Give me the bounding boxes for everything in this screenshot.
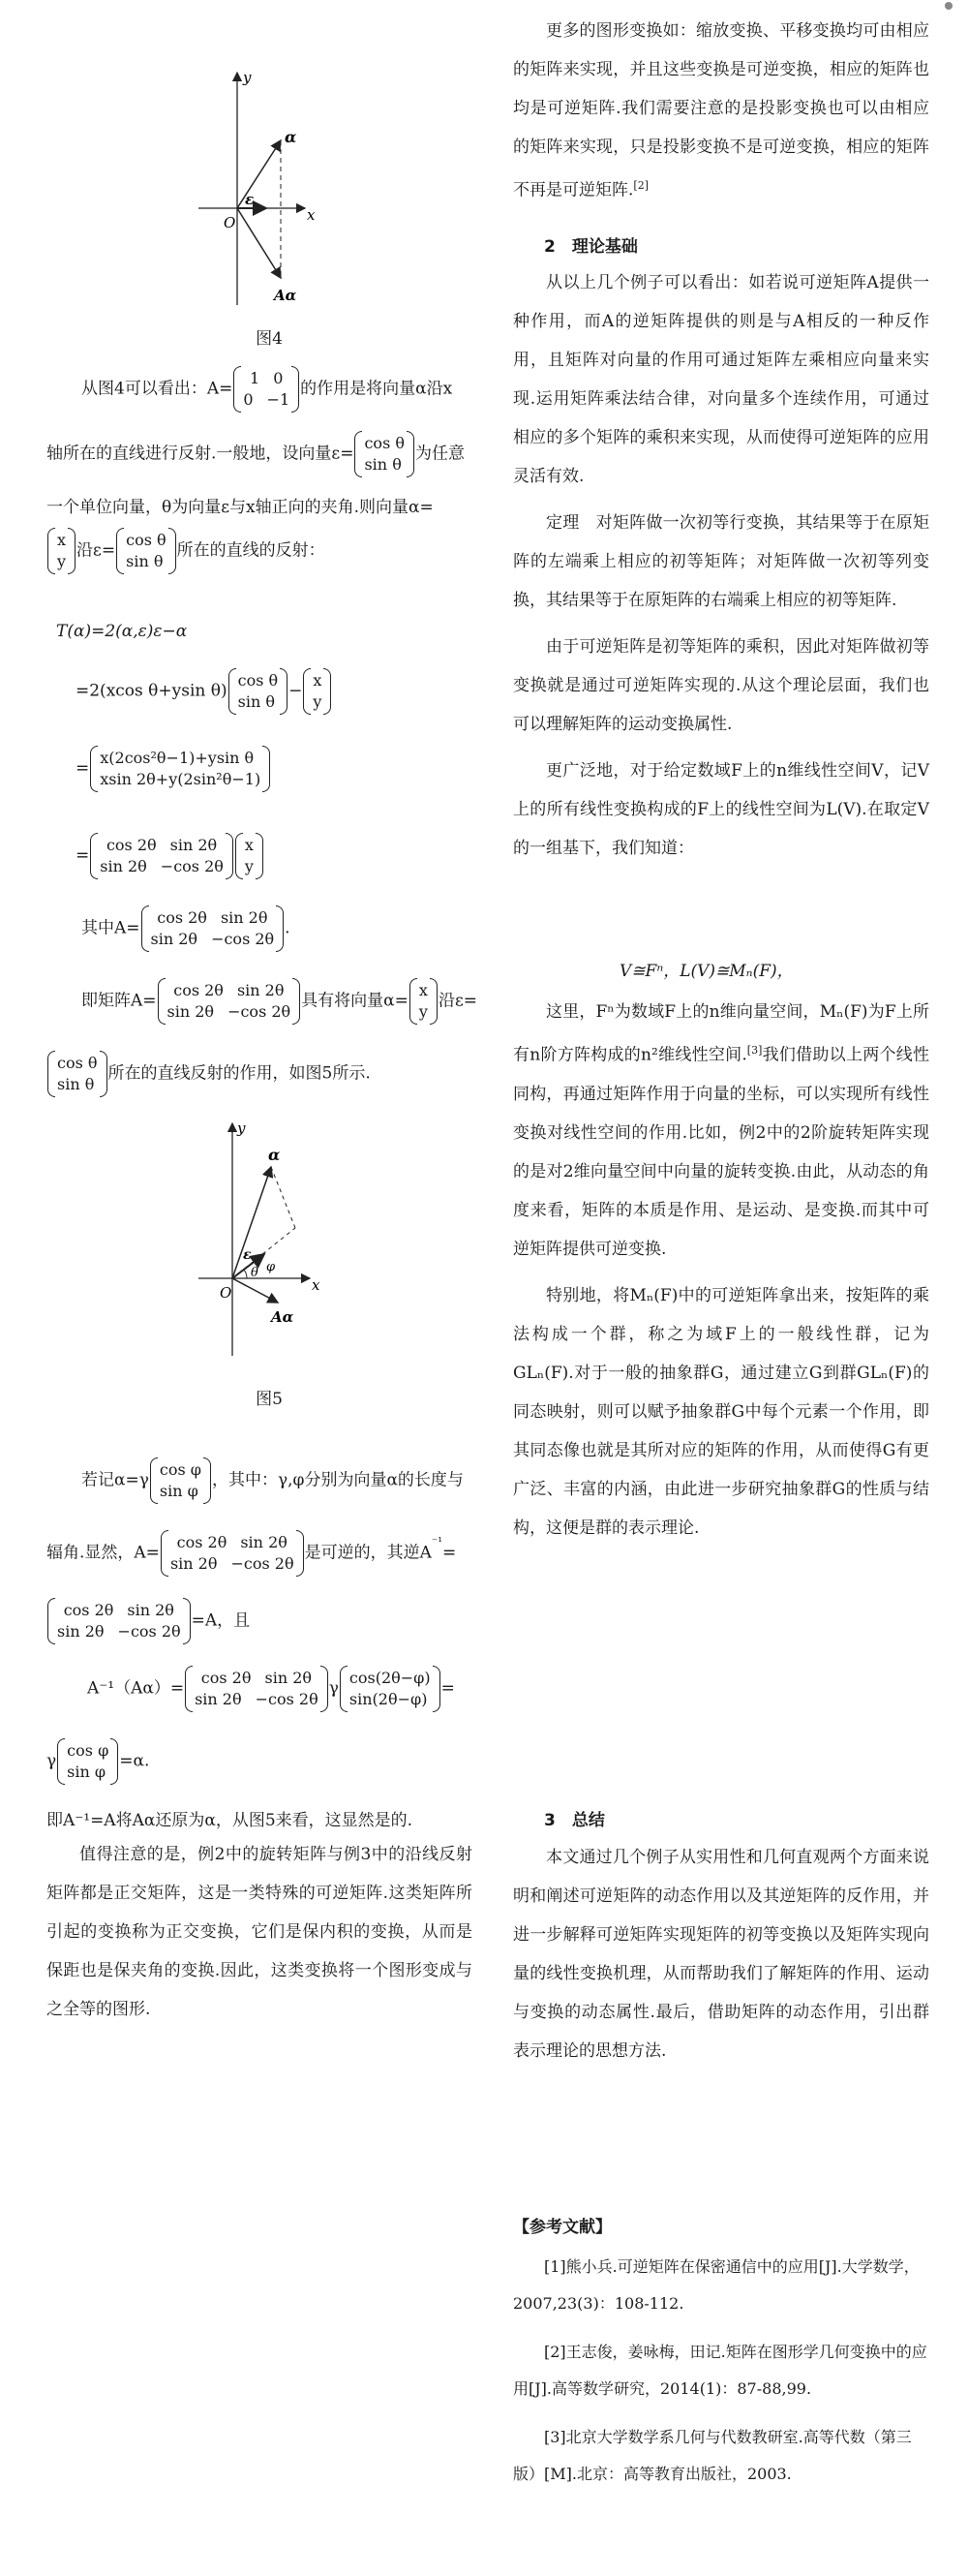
fig4-x-label: x — [307, 206, 316, 224]
formula-T: T(α)=2(α,ε)ε−α — [56, 622, 188, 641]
mat-row: sin 2θ −cos 2θ — [195, 1690, 318, 1708]
scroll-indicator — [945, 2, 953, 10]
fig4-origin-label: O — [224, 214, 236, 231]
vector-eps: cos θ sin θ — [116, 528, 176, 574]
paragraph-vector-space: 这里，Fⁿ为数域F上的n维向量空间，Mₙ(F)为F上所有n阶方阵构成的n²维线性空间.[3]我们借助以上两个线性同构，再通过矩阵作用于向量的坐标，可以实现所有线性变换对线性空间的作用.比如，例2中的2阶旋转矩阵实现的是对2维向量空间中向量的旋转变换.由此，从动态的角度来看，矩阵的本质是作用、是运动、是变换.而其中可逆矩阵提供可逆变换. — [513, 1002, 929, 1259]
formula-line-4: = cos 2θ sin 2θ sin 2θ −cos 2θ x y — [76, 833, 264, 879]
mat-row: sin 2θ −cos 2θ — [57, 1622, 181, 1641]
figure-5-caption: 图5 — [256, 1390, 283, 1409]
left-line-4: x y 沿ε= cos θ sin θ 所在的直线的反射： — [46, 528, 325, 574]
paragraph-group: 特别地，将Mₙ(F)中的可逆矩阵拿出来，按矩阵的乘法构成一个群，称之为域F上的一般线性群，记为GLₙ(F).对于一般的抽象群G，通过建立G到群GLₙ(F)的同态映射，则可以赋予抽象群G中每个元素一个作用，即其同态像也就是其所对应的矩阵的作用，从而使得G有更广泛、丰富的内涵，由此进一步研究抽象群G的性质与结构，这便是群的表示理论. — [513, 1285, 929, 1538]
fig5-origin-label: O — [220, 1284, 232, 1302]
right-sec3 — [513, 1838, 929, 2070]
fig4-y-label: y — [243, 69, 252, 86]
mat-row: cos 2θ sin 2θ — [106, 836, 218, 854]
mat-row: cos 2θ sin 2θ — [63, 1601, 174, 1619]
paragraph-theory: 从以上几个例子可以看出：如若说可逆矩阵A提供一种作用，而A的逆矩阵提供的则是与A相反的一种反作用，且矩阵对向量的作用可通过矩阵左乘相应向量来实现.运用矩阵乘法结合律，对向量多个连续作用，可通过相应的多个矩阵的乘积来实现，从而使得可逆矩阵的应用灵活有效. — [513, 273, 929, 486]
right-sec2b — [513, 993, 929, 1548]
left-last-paragraph — [46, 1835, 472, 2029]
mat-row: cos 2θ sin 2θ — [200, 1669, 313, 1687]
reference-item: [1]熊小兵.可逆矩阵在保密通信中的应用[J].大学数学，2007,23(3)：108-112. — [513, 2257, 920, 2313]
vector-xy: x y — [47, 528, 76, 574]
fig5-phi-label: φ — [266, 1260, 276, 1274]
mat-row: sin 2θ −cos 2θ — [100, 857, 224, 875]
fig5-eps-label: ε — [243, 1247, 252, 1263]
left-jijuzhen: 即矩阵A= cos 2θ sin 2θ sin 2θ −cos 2θ 具有将向量α= x y 沿ε= — [81, 978, 477, 1025]
mat-row: cos 2θ sin 2θ — [173, 981, 285, 999]
paragraph-elementary: 由于可逆矩阵是初等矩阵的乘积，因此对矩阵做初等变换就是通过可逆矩阵实现的.从这个理论层面，我们也可以理解矩阵的运动变换属性. — [513, 637, 929, 734]
mat-row: cos 2θ sin 2θ — [176, 1533, 287, 1551]
fig5-y-label: y — [237, 1119, 246, 1137]
fig4-eps-label: ε — [245, 191, 255, 208]
formula-line-3: = x(2cos²θ−1)+ysin θ xsin 2θ+y(2sin²θ−1) — [76, 746, 271, 792]
matrix-A-reflect-x — [233, 366, 299, 413]
mat-row: 0 −1 — [243, 390, 290, 409]
left-line-3: 一个单位向量，θ为向量ε与x轴正向的夹角.则向量α= — [46, 498, 434, 517]
vector-phi: cos φ sin φ — [150, 1457, 211, 1504]
left-jj-cont: cos θ sin θ 所在的直线反射的作用，如图5所示. — [46, 1051, 371, 1097]
right-sec2 — [513, 263, 929, 868]
fig5-x-label: x — [312, 1276, 320, 1294]
left-r1: 若记α=γ cos φ sin φ ，其中：γ,φ分别为向量α的长度与 — [81, 1457, 464, 1504]
vector-2theta-phi: cos(2θ−φ) sin(2θ−φ) — [340, 1666, 440, 1712]
section-3-heading: 3 总结 — [544, 1811, 605, 1830]
left-r2: 辐角.显然，A= cos 2θ sin 2θ sin 2θ −cos 2θ 是可逆的，其逆$A^{^{-1}}=$ — [46, 1530, 456, 1577]
formula-line-2: =2(xcos θ+ysin θ) cos θ sin θ − x y — [76, 668, 332, 715]
matrix-reflect — [47, 1598, 191, 1644]
vector-xy: x y — [303, 668, 331, 715]
mat-row: sin 2θ −cos 2θ — [169, 1554, 294, 1573]
fig5-alpha-label: α — [268, 1146, 281, 1164]
left-qizhong: 其中A= cos 2θ sin 2θ sin 2θ −cos 2θ . — [81, 905, 290, 952]
fig5-aalpha-label: Aα — [271, 1308, 294, 1326]
paragraph-summary: 本文通过几个例子从实用性和几何直观两个方面来说明和阐述可逆矩阵的动态作用以及其逆矩阵的反作用，并进一步解释可逆矩阵实现矩阵的初等变换以及矩阵实现向量的线性变换机理，从而帮助我们了解矩阵的作用、运动与变换的动态属性.最后，借助矩阵的动态作用，引出群表示理论的思想方法. — [513, 1848, 929, 2061]
left-r3: cos 2θ sin 2θ sin 2θ −cos 2θ =A，且 — [46, 1598, 250, 1644]
left-r4: A⁻¹（Aα）= cos 2θ sin 2θ sin 2θ −cos 2θ γ cos(2θ−φ) sin(2θ−φ) = — [87, 1666, 455, 1712]
matrix-reflect — [161, 1530, 304, 1577]
mat-row: sin 2θ −cos 2θ — [166, 1002, 291, 1021]
vector-phi: cos φ sin φ — [57, 1738, 118, 1785]
vector-eps: cos θ sin θ — [228, 668, 288, 715]
matrix-reflect — [185, 1666, 328, 1712]
figure-5 — [189, 1114, 344, 1365]
figure-4 — [189, 63, 344, 315]
fig4-aalpha-label: Aα — [274, 287, 297, 304]
vector-xy: x y — [409, 978, 438, 1025]
vector-eps: cos θ sin θ — [47, 1051, 107, 1097]
left-line-2: 轴所在的直线进行反射.一般地，设向量ε= cos θ sin θ 为任意 — [46, 431, 465, 477]
paragraph-theorem: 定理 对矩阵做一次初等行变换，其结果等于在原矩阵的左端乘上相应的初等矩阵；对矩阵做一次初等列变换，其结果等于在原矩阵的右端乘上相应的初等矩阵. — [513, 513, 929, 610]
matrix-reflect — [141, 905, 285, 952]
reference-item: [3]北京大学数学系几何与代数教研室.高等代数（第三版）[M].北京：高等教育出版社，2003. — [513, 2428, 912, 2483]
vector-expanded: x(2cos²θ−1)+ysin θ xsin 2θ+y(2sin²θ−1) — [90, 746, 270, 792]
paragraph-orthogonal: 值得注意的是，例2中的旋转矩阵与例3中的沿线反射矩阵都是正交矩阵，这是一类特殊的可逆矩阵.这类矩阵所引起的变换称为正交变换，它们是保内积的变换，从而是保距也是保夹角的变换.因此，这类变换将一个图形变成与之全等的图形. — [46, 1845, 472, 2019]
mat-row: cos 2θ sin 2θ — [157, 908, 268, 927]
vector-xy: x y — [235, 833, 263, 879]
matrix-reflect — [158, 978, 301, 1025]
right-top — [513, 12, 929, 210]
left-r6: 即A⁻¹=A将Aα还原为α，从图5来看，这显然是的. — [46, 1811, 413, 1830]
left-line-1: 从图4可以看出：A= 1 0 0 −1 的作用是将向量α沿x — [81, 366, 452, 413]
section-2-heading: 2 理论基础 — [544, 237, 638, 257]
mat-row: sin 2θ −cos 2θ — [150, 930, 275, 948]
paragraph-transforms: 更多的图形变换如：缩放变换、平移变换均可由相应的矩阵来实现，并且这些变换是可逆变换，相应的矩阵也均是可逆矩阵.我们需要注意的是投影变换也可以由相应的矩阵来实现，只是投影变换不是可逆变换，相应的矩阵不再是可逆矩阵.[2] — [513, 21, 929, 200]
left-r5: γ cos φ sin φ =α. — [46, 1738, 149, 1785]
matrix-reflect — [90, 833, 233, 879]
fig5-theta-label: θ — [251, 1266, 258, 1280]
fig4-alpha-label: α — [285, 128, 297, 146]
references-heading: 【参考文献】 — [513, 2218, 612, 2237]
vector-eps: cos θ sin θ — [354, 431, 414, 477]
figure-4-caption: 图4 — [256, 329, 283, 349]
mat-row: 1 0 — [250, 369, 284, 387]
paragraph-linear-space: 更广泛地，对于给定数域F上的n维线性空间V，记V上的所有线性变换构成的F上的线性空间为L(V).在取定V的一组基下，我们知道： — [513, 761, 929, 858]
isomorphism-formula: V≅Fⁿ，L(V)≅Mₙ(F)， — [620, 962, 794, 981]
reference-item: [2]王志俊，姜咏梅，田记.矩阵在图形学几何变换中的应用[J].高等数学研究，2014(1)：87-88,99. — [513, 2343, 927, 2398]
